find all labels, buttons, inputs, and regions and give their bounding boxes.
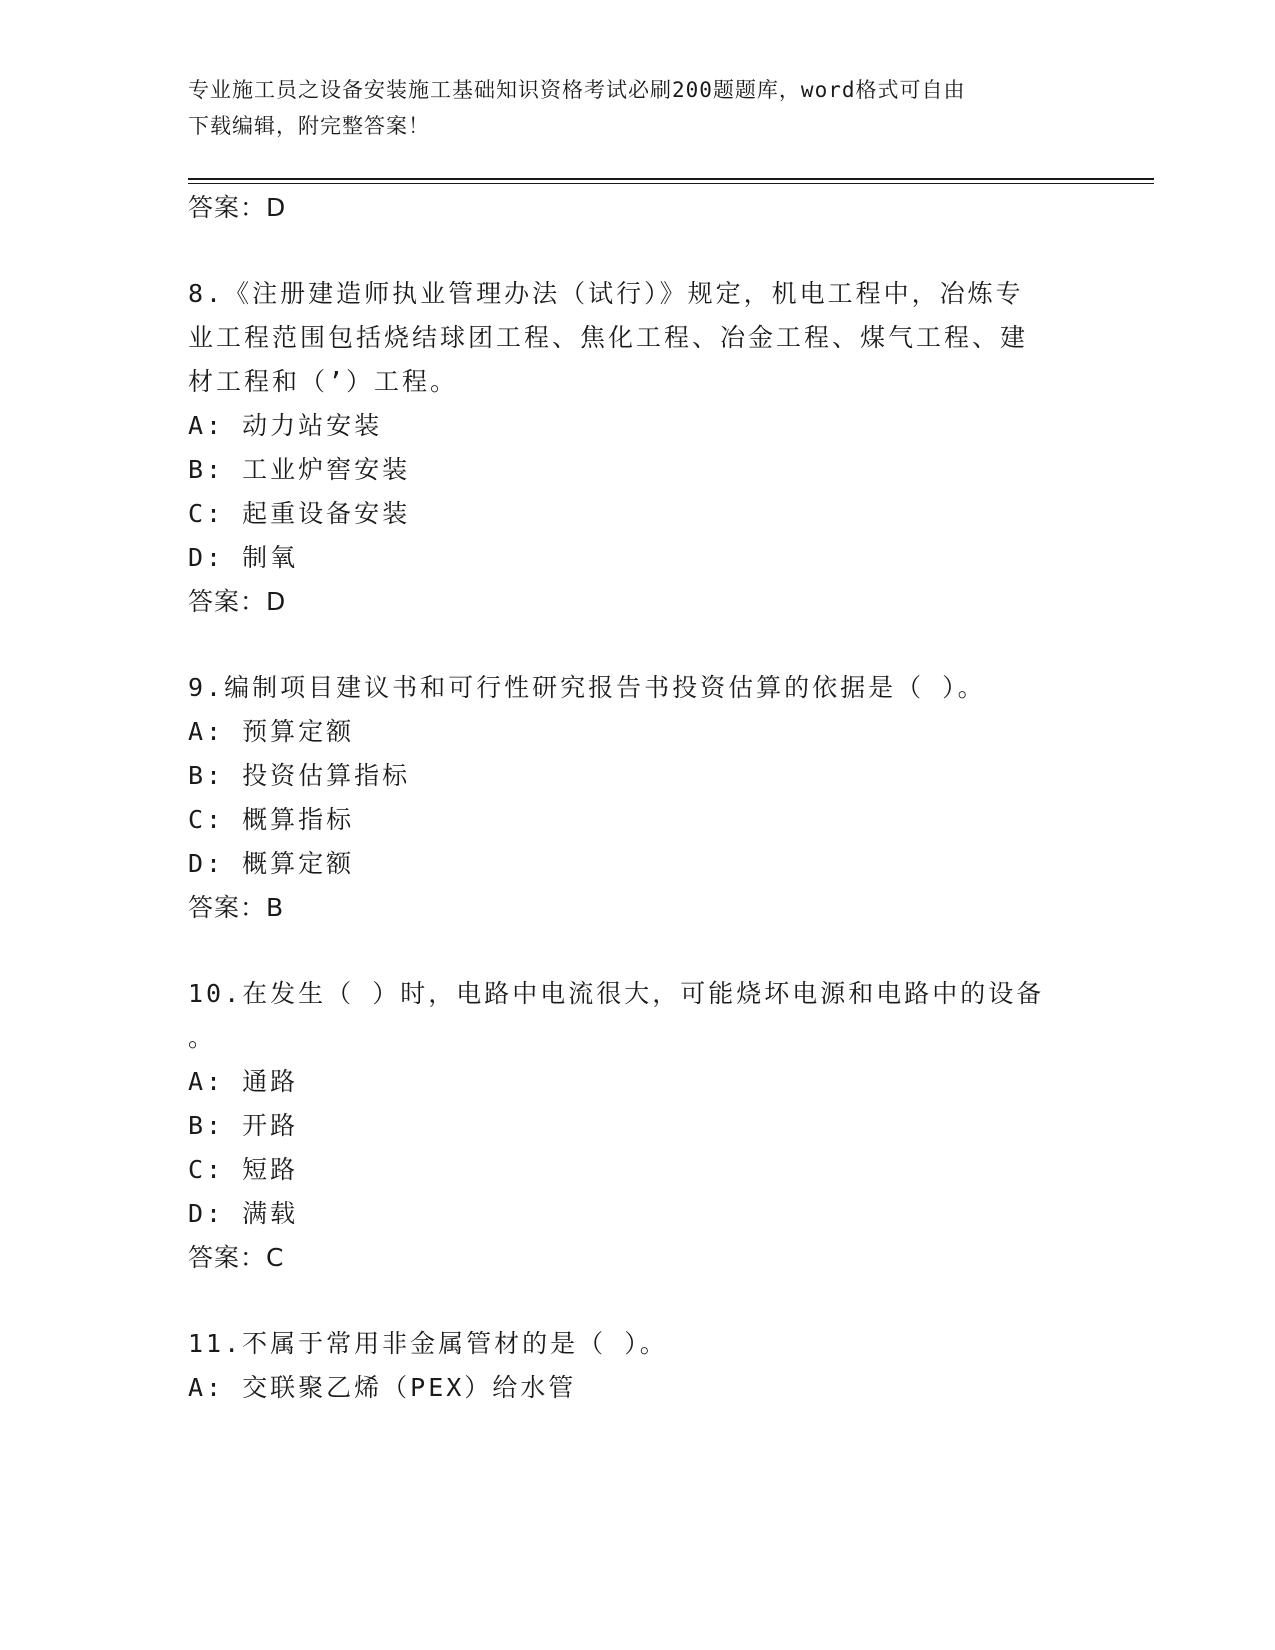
question-8-stem-line-2: 业工程范围包括烧结球团工程、焦化工程、冶金工程、煤气工程、建 [188, 323, 1029, 352]
question-10-stem-line-2: 。 [188, 1023, 217, 1052]
document-header [188, 72, 1088, 144]
header-divider-thin [188, 183, 1154, 184]
question-9-option-b: B: 投资估算指标 [188, 761, 411, 790]
question-9-option-a: A: 预算定额 [188, 717, 355, 746]
header-divider-thick [188, 178, 1154, 180]
question-8-stem-line-1: 8.《注册建造师执业管理办法（试行）》规定，机电工程中，冶炼专 [188, 279, 1024, 308]
question-11-option-a: A: 交联聚乙烯（PEX）给水管 [188, 1373, 577, 1402]
question-11-stem-line-1: 11.不属于常用非金属管材的是（ ）。 [188, 1329, 668, 1358]
question-10-option-c: C: 短路 [188, 1155, 299, 1184]
header-line-1: 专业施工员之设备安装施工基础知识资格考试必刷200题题库，word格式可自由 [188, 78, 966, 102]
question-10-answer: 答案：C [188, 1243, 285, 1272]
question-9-answer: 答案：B [188, 893, 285, 922]
previous-answer: 答案：D [188, 193, 287, 222]
question-8-option-d: D: 制氧 [188, 543, 299, 572]
question-9-stem-line-1: 9.编制项目建议书和可行性研究报告书投资估算的依据是（ ）。 [188, 673, 986, 702]
question-10-option-b: B: 开路 [188, 1111, 299, 1140]
question-10-option-a: A: 通路 [188, 1067, 299, 1096]
question-9-option-d: D: 概算定额 [188, 849, 355, 878]
header-line-2: 下载编辑，附完整答案！ [188, 114, 430, 138]
question-10-stem-line-1: 10.在发生（ ）时，电路中电流很大，可能烧坏电源和电路中的设备 [188, 979, 1045, 1008]
question-8-answer: 答案：D [188, 587, 287, 616]
question-8-option-c: C: 起重设备安装 [188, 499, 411, 528]
question-10-option-d: D: 满载 [188, 1199, 299, 1228]
question-8-stem-line-3: 材工程和（’）工程。 [188, 367, 459, 396]
question-9-option-c: C: 概算指标 [188, 805, 355, 834]
question-8-option-b: B: 工业炉窖安装 [188, 455, 411, 484]
question-8-option-a: A: 动力站安装 [188, 411, 383, 440]
